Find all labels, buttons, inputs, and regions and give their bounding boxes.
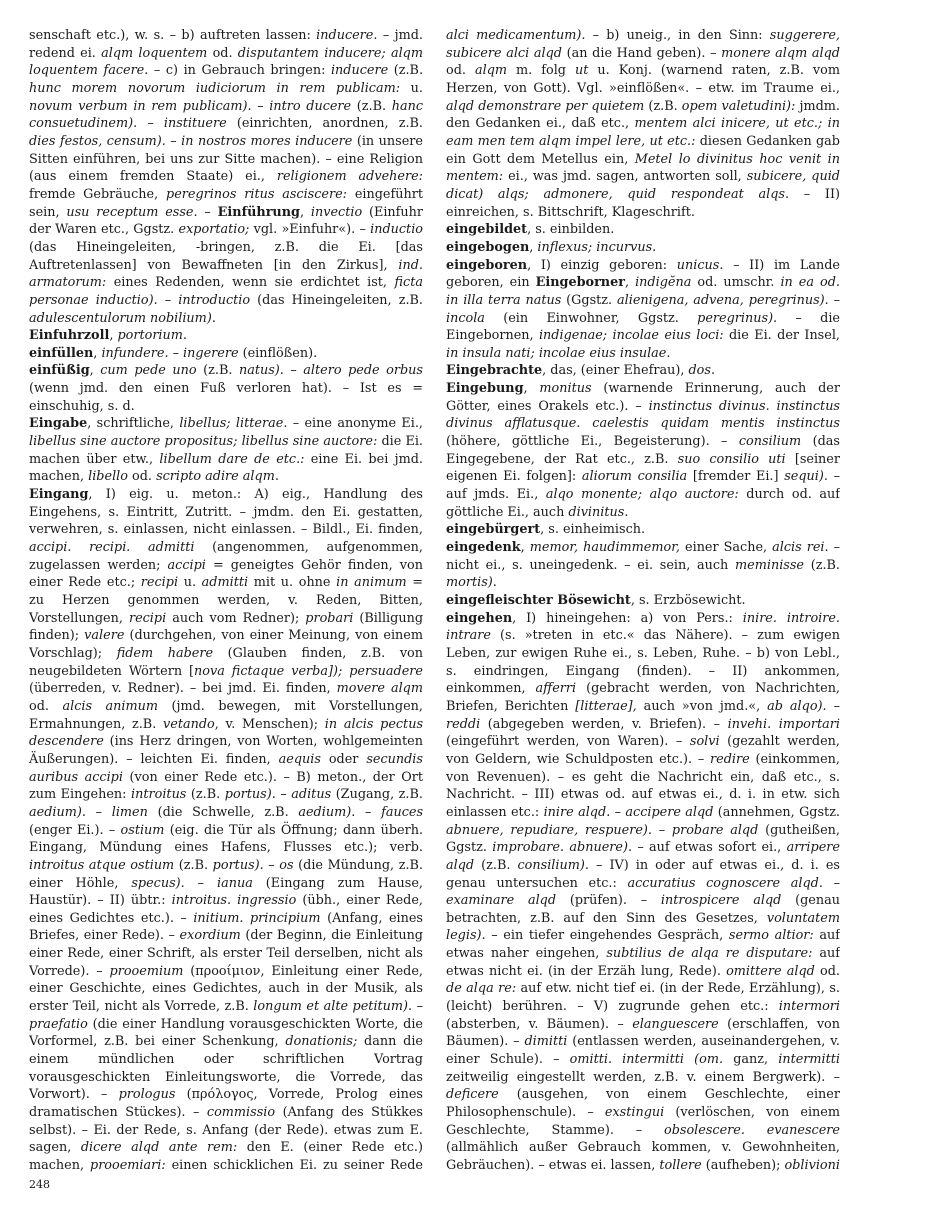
entry-continuation-einfuehren: senschaft etc.), w. s. – b) auftreten lassen: inducere. – jmd. redend ei. alqm loquentem od. disputantem inducere; alqm loquentem facere. – c) in Gebrauch bringen: inducere (z.B. hunc morem novorum iudiciorum in rem publicam: u. novum verbum in rem publicam). – intro ducere (z.B. hanc consuetudinem). – instituere (einrichten, anordnen, z.B. dies festos, censum). – in nostros mores inducere (in unsere Sitten einführen, bei uns zur Sitte machen). – eine Religion (aus einem fremden Staate) ei., religionem advehere: fremde Gebräuche, peregrinos ritus asciscere: eingeführt sein, usu receptum esse. – Einführung, invectio (Einfuhr der Waren etc., Ggstz. exportatio; vgl. »Einfuhr«). – inductio (das Hineingeleiten, -bringen, z.B. die Ei. [das Auftretenlassen] von Bewaffneten [in den Zirkus], ind. armatorum: eines Redenden, wenn sie erdichtet ist, ficta personae inductio). – introductio (das Hineingeleiten, z.B. adulescentulorum nobilium). <box>29 28 423 326</box>
entry-eingebung: Eingebung, monitus (warnende Erinnerung, auch der Götter, eines Orakels etc.). – instinctus divinus. instinctus divinus afflatusque. caelestis quidam mentis instinctus (höhere, göttliche Ei., Begeisterung). – consilium (das Eingegebene, der Rat etc., z.B. suo consilio uti [seiner eigenen Ei. folgen]: aliorum consilia [fremder Ei.] sequi). – auf jmds. Ei., alqo monente; alqo auctore: durch od. auf göttliche Ei., auch divinitus. <box>446 381 840 520</box>
page-number: 248 <box>29 1178 50 1191</box>
entry-eingabe: Eingabe, schriftliche, libellus; litterae. – eine anonyme Ei., libellus sine auctore propositus; libellus sine auctore: die Ei. machen über etw., libellum dare de etc.: eine Ei. bei jmd. machen, libello od. scripto adire alqm. <box>29 416 423 485</box>
entry-eingebuergert: eingebürgert, s. einheimisch. <box>446 522 646 538</box>
entry-einfuhrzoll: Einfuhrzoll, portorium. <box>29 328 187 344</box>
entry-eingebrachte: Eingebrachte, das, (einer Ehefrau), dos. <box>446 363 716 379</box>
entry-eingebogen: eingebogen, inflexus; incurvus. <box>446 239 657 255</box>
entry-eingehen: eingehen, I) hineingehen: a) von Pers.: inire. introire. intrare (s. »treten in etc.« das Nähere). – zum ewigen Leben, zur ewigen Ruhe ei., s. Leben, Ruhe. – b) von Lebl., s. eindringen, Eingang (finden). – II) ankommen, einkommen, afferri (gebracht werden, von Nachrichten, Briefen, Berichten [litterae], auch »von jmd.«, ab alqo). – reddi (abgegeben werden, v. Briefen). – invehi. importari (eingeführt werden, von Waren). – solvi (gezahlt werden, von Geldern, wie Schuldposten etc.). – redire (einkommen, von Revenuen). – es geht die Nachricht ein, daß etc., s. Nachricht. – III) etwas od. auf etwas ei., d. i. in etw. sich einlassen etc.: inire alqd. – accipere alqd (annehmen, Ggstz. abnuere, repudiare, respuere). – probare alqd (gutheißen, Ggstz. improbare. abnuere). – auf etwas sofort ei., arripere alqd (z.B. consilium). – IV) in oder auf etwas ei., d. i. es genau untersuchen etc.: accuratius cognoscere alqd. – examinare alqd (prüfen). – introspicere alqd (genau betrachten, z.B. auf den Sinn des Gesetzes, voluntatem legis). – ein tiefer eingehendes Gespräch, sermo altior: auf etwas naher eingehen, subtilius de alqa re disputare: auf etwas nicht ei. (in der Erzäh lung, Rede). omittere alqd od. de alqa re: auf etw. nicht tief ei. (in der Rede, Erzählung), s. (leicht) berühren. – V) zugrunde gehen etc.: intermori (absterben, v. Bäumen). – elanguescere (erschlaffen, von Bäumen). – dimitti (entlassen werden, auseinandergehen, v. einer Schule). – omitti. intermitti (om. ganz, intermitti zeitweilig eingestellt werden, z.B. v. einem Bergwerk). – deficere (ausgehen, von einem Geschlechte, einer Philosophenschule). – exstingui (verlöschen, von einem Geschlechte, Stamme). – obsolescere. evanescere (allmählich außer Gebrauch kommen, v. Gewohnheiten, Gebräuchen). – etwas ei. lassen, tollere (aufheben); oblivioni <box>446 610 840 1172</box>
entry-eingebildet: eingebildet, s. einbilden. <box>446 222 615 238</box>
entry-eingefleischter-boesewicht: eingefleischter Bösewicht, s. Erzbösewicht. <box>446 593 746 608</box>
entry-einfuessig: einfüßig, cum pede uno (z.B. natus). – altero pede orbus (wenn jmd. den einen Fuß verloren hat). – Ist es = einschuhig, s. d. <box>29 363 423 414</box>
right-column <box>446 27 840 1172</box>
entry-continuation-eingeben: alci medicamentum). – b) uneig., in den Sinn: suggerere, subicere alci alqd (an die Hand geben). – monere alqm alqd od. alqm m. folg ut u. Konj. (warnend raten, z.B. vom Herzen, von Gott). Vgl. »einflößen«. – etw. im Traume ei., alqd demonstrare per quietem (z.B. opem valetudini): jmdm. den Gedanken ei., daß etc., mentem alci inicere, ut etc.; in eam men tem alqm impel lere, ut etc.: diesen Gedanken gab ein Gott dem Metellus ein, Metel lo divinitus hoc venit in mentem: ei., was jmd. sagen, antworten soll, subicere, quid dicat) alqs; admonere, quid respondeat alqs. – II) einreichen, s. Bittschrift, Klageschrift. <box>446 28 840 220</box>
entry-eingedenk: eingedenk, memor, haudimmemor, einer Sache, alcis rei. – nicht ei., s. uneingedenk. – ei. sein, auch meminisse (z.B. mortis). <box>446 540 840 591</box>
left-column <box>29 27 423 1172</box>
entry-eingang: Eingang, I) eig. u. meton.: A) eig., Handlung des Eingehens, s. Eintritt, Zutritt. – jmdm. den Ei. gestatten, verwehren, s. einlassen, nicht einlassen. – Bildl., Ei. finden, accipi. recipi. admitti (angenommen, aufgenommen, zugelassen werden; accipi = geneigtes Gehör finden, von einer Rede etc.; recipi u. admitti mit u. ohne in animum = zu Herzen genommen werden, v. Reden, Bitten, Vorstellungen, recipi auch vom Redner); probari (Billigung finden); valere (durchgehen, von einer Meinung, von einem Vorschlag); fidem habere (Glauben finden, z.B. von neugebildeten Wörtern [nova fictaque verba]); persuadere (überreden, v. Redner). – bei jmd. Ei. finden, movere alqm od. alcis animum (jmd. bewegen, mit Vorstellungen, Ermahnungen, z.B. vetando, v. Menschen); in alcis pectus descendere (ins Herz dringen, von Worten, wohlgemeinten Äußerungen). – leichten Ei. finden, aequis oder secundis auribus accipi (von einer Rede etc.). – B) meton., der Ort zum Eingehen: introitus (z.B. portus). – aditus (Zugang, z.B. aedium). – limen (die Schwelle, z.B. aedium). – fauces (enger Ei.). – ostium (eig. die Tür als Öffnung; dann überh. Eingang, Mündung eines Hafens, Flusses etc.); verb. introitus atque ostium (z.B. portus). – os (die Mündung, z.B. einer Höhle, specus). – ianua (Eingang zum Hause, Haustür). – II) übtr.: introitus. ingressio (übh., einer Rede, eines Gedichtes etc.). – initium. principium (Anfang, eines Briefes, einer Rede). – exordium (der Beginn, die Einleitung einer Rede, einer Schrift, als erster Teil derselben, nicht als Vorrede). – prooemium (προοίμιον, Einleitung einer Rede, einer Geschichte, eines Gedichtes, auch in der Musik, als erster Teil, nicht als Vorrede, z.B. longum et alte petitum). – praefatio (die einer Handlung vorausgeschickten Worte, die Vorformel, z.B. bei einer Schenkung, donationis; dann die einem mündlichen oder schriftlichen Vortrag vorausgeschickten Einleitungsworte, die Vorrede, das Vorwort). – prologus (πρόλογος, Vorrede, Prolog eines dramatischen Stückes). – commissio (Anfang des Stükkes selbst). – Ei. der Rede, s. Anfang (der Rede). etwas zum E. sagen, dicere alqd ante rem: den E. (einer Rede etc.) machen, prooemiari: einen schicklichen Ei. zu seiner Rede <box>29 487 423 1172</box>
entry-einfuellen: einfüllen, infundere. – ingerere (einflößen). <box>29 345 318 361</box>
entry-eingeboren: eingeboren, I) einzig geboren: unicus. – II) im Lande geboren, ein Eingeborner, indigĕna od. umschr. in ea od. in illa terra natus (Ggstz. alienigena, advena, peregrinus). – incola (ein Einwohner, Ggstz. peregrinus). – die Eingebornen, indigenae; incolae eius loci: die Ei. der Insel, in insula nati; incolae eius insulae. <box>446 257 840 361</box>
